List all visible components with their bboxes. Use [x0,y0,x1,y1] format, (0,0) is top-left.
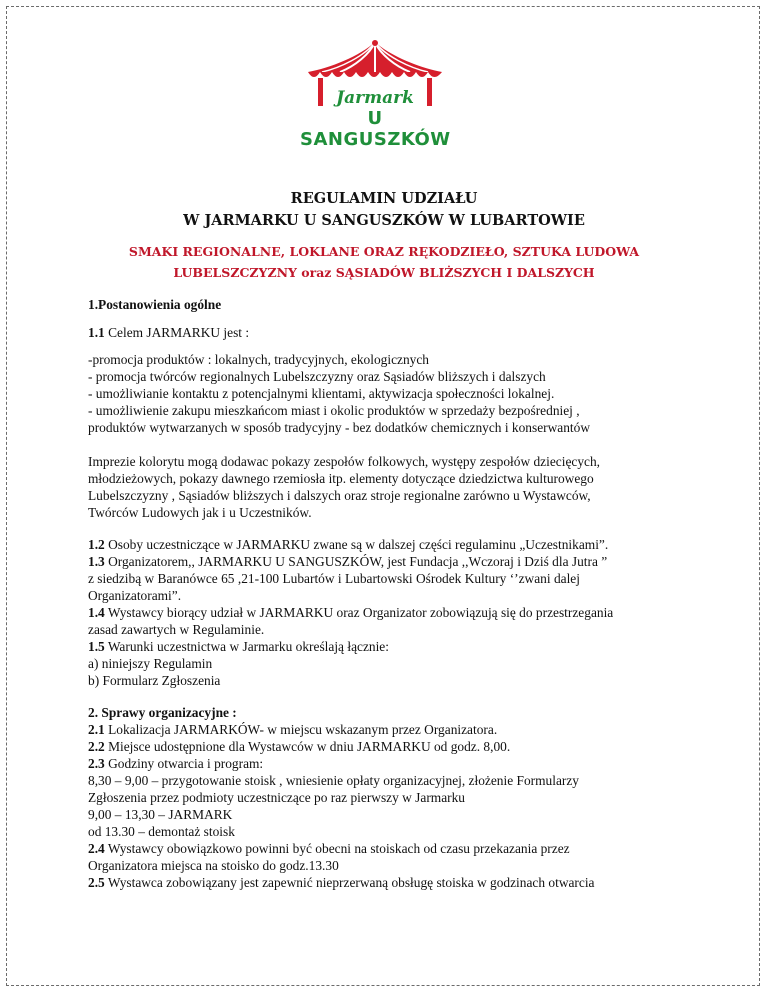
paragraph-2-2: 2.2 Miejsce udostępnione dla Wystawców w dniu JARMARKU od godz. 8,00. [88,739,511,754]
paragraph-line: Organizatorami”. [88,588,182,603]
list-item: - umożliwienie zakupu mieszkańcom miast i okolic produktów w sprzedaży bezpośredniej , [88,403,580,418]
paragraph-1-3: 1.3 Organizatorem,, JARMARKU U SANGUSZKÓW, jest Fundacja ,,Wczoraj i Dziś dla Jutra ” [88,554,608,569]
paragraph-line: 8,30 – 9,00 – przygotowanie stoisk , wniesienie opłaty organizacyjnej, złożenie Formularzy [88,773,579,788]
paragraph-line: z siedzibą w Baranówce 65 ,21-100 Lubartów i Lubartowski Ośrodek Kultury ‘’zwani dalej [88,571,580,586]
paragraph-line: Lubelszczyzny , Sąsiadów bliższych i dalszych oraz stroje regionalne zarówno u Wystawców, [88,488,591,503]
document-title-line1: REGULAMIN UDZIAŁU [290,190,478,207]
paragraph-line: Twórców Ludowych jak i u Uczestników. [88,505,312,520]
jarmark-logo [300,38,451,150]
logo-jarmark-text: Jarmark [336,88,414,108]
paragraph-1-4: 1.4 Wystawcy biorący udział w JARMARKU oraz Organizator zobowiązują się do przestrzegania [88,605,614,620]
list-item: - umożliwianie kontaktu z potencjalnymi klientami, aktywizacja społeczności lokalnej. [88,386,555,401]
list-item: -promocja produktów : lokalnych, tradycyjnych, ekologicznych [88,352,429,367]
paragraph-line: a) niniejszy Regulamin [88,656,213,671]
paragraph-2-5: 2.5 Wystawca zobowiązany jest zapewnić nieprzerwaną obsługę stoiska w godzinach otwarcia [88,875,595,890]
logo-subtitle-text: U SANGUSZKÓW [300,108,451,150]
paragraph-line: b) Formularz Zgłoszenia [88,673,221,688]
paragraph-line: Zgłoszenia przez podmioty uczestniczące po raz pierwszy w Jarmarku [88,790,466,805]
paragraph-line: Organizatora miejsca na stoisko do godz.13.30 [88,858,339,873]
paragraph-1-1: 1.1 Celem JARMARKU jest : [88,325,250,340]
paragraph-1-2: 1.2 Osoby uczestniczące w JARMARKU zwane są w dalszej części regulaminu „Uczestnikami”. [88,537,609,552]
section1-heading: 1.Postanowienia ogólne [88,297,222,312]
paragraph-2-4: 2.4 Wystawcy obowiązkowo powinni być obecni na stoiskach od czasu przekazania przez [88,841,570,856]
paragraph-line: młodzieżowych, pokazy dawnego rzemiosła itp. elementy dotyczące dziedzictwa kulturowego [88,471,594,486]
paragraph-line: Imprezie kolorytu mogą dodawac pokazy zespołów folkowych, występy zespołów dziecięcych, [88,454,601,469]
paragraph-line: od 13.30 – demontaż stoisk [88,824,235,839]
paragraph-2-3: 2.3 Godziny otwarcia i program: [88,756,264,771]
list-item: - promocja twórców regionalnych Lubelszczyzny oraz Sąsiadów bliższych i dalszych [88,369,546,384]
section2-heading: 2. Sprawy organizacyjne : [88,705,237,720]
subtitle-line1: SMAKI REGIONALNE, LOKLANE ORAZ RĘKODZIEŁO, SZTUKA LUDOWA [128,244,640,259]
list-item: produktów wytwarzanych w sposób tradycyjny - bez dodatków chemicznych i konserwantów [88,420,591,435]
document-title-line2: W JARMARKU U SANGUSZKÓW W LUBARTOWIE [183,212,585,229]
paragraph-line: zasad zawartych w Regulaminie. [88,622,265,637]
paragraph-line: 9,00 – 13,30 – JARMARK [88,807,233,822]
subtitle-line2: LUBELSZCZYZNY oraz SĄSIADÓW BLIŻSZYCH I DALSZYCH [173,265,595,280]
paragraph-1-5: 1.5 Warunki uczestnictwa w Jarmarku określają łącznie: [88,639,389,654]
paragraph-2-1: 2.1 Lokalizacja JARMARKÓW- w miejscu wskazanym przez Organizatora. [88,722,498,737]
